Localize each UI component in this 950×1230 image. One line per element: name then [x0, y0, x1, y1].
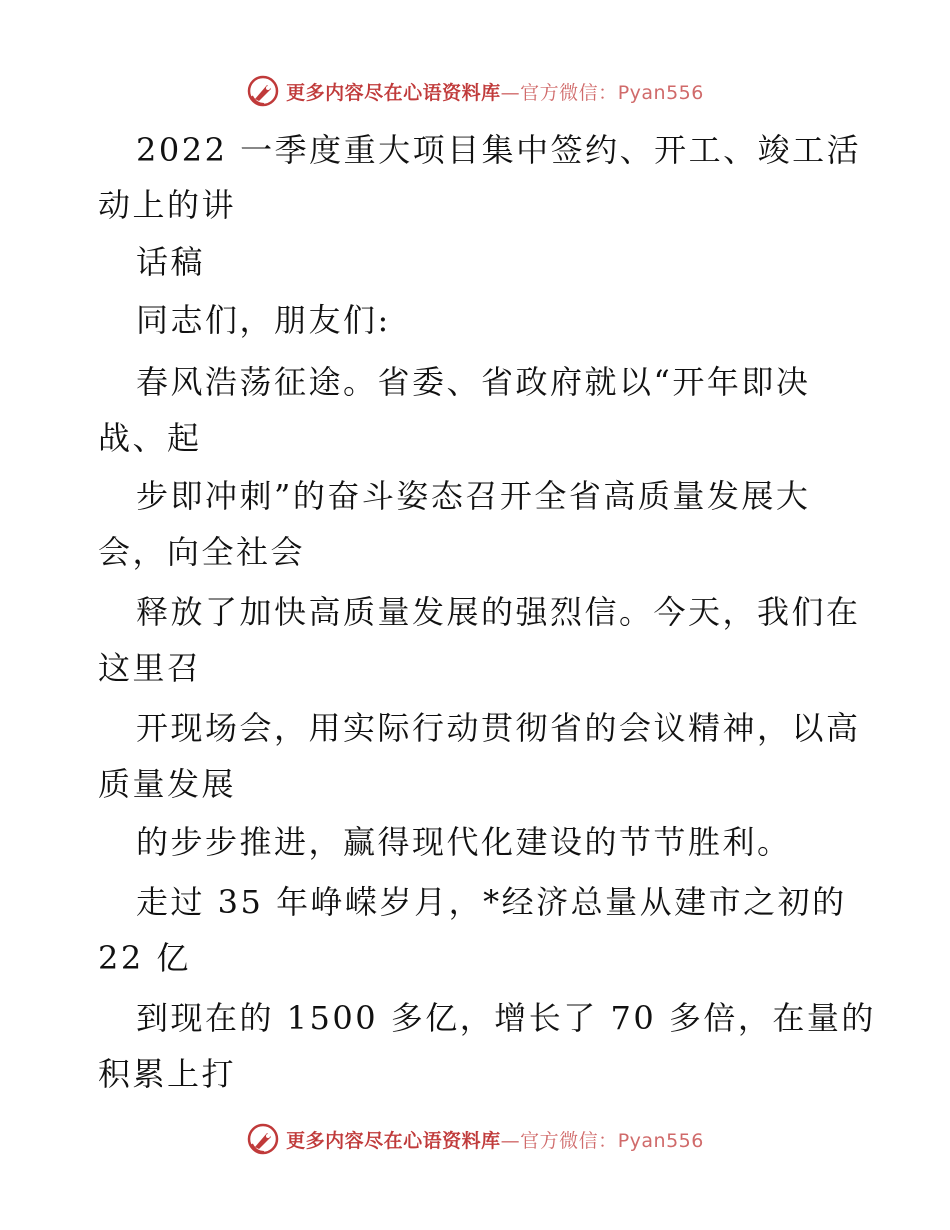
doc-salutation: 同志们，朋友们:: [136, 301, 391, 339]
pen-nib-logo-icon: [246, 74, 280, 108]
doc-paragraph-line: 步即冲刺”的奋斗姿态召开全省高质量发展大: [136, 477, 811, 515]
doc-title-line-3: 话稿: [136, 243, 206, 281]
header-banner-wechat-label: 官方微信：: [520, 81, 618, 104]
doc-title-line-1: 2022 一季度重大项目集中签约、开工、竣工活: [136, 131, 862, 169]
doc-paragraph-line: 质量发展: [98, 765, 237, 803]
doc-paragraph-line: 释放了加快高质量发展的强烈信。今天，我们在: [136, 593, 861, 631]
doc-paragraph-line: 开现场会，用实际行动贯彻省的会议精神，以高: [136, 709, 861, 747]
header-banner-text: [286, 78, 704, 105]
doc-paragraph-line: 会，向全社会: [98, 533, 306, 571]
doc-paragraph-line: 这里召: [98, 649, 202, 687]
footer-banner-text: [286, 1126, 704, 1153]
doc-paragraph-line: 春风浩荡征途。省委、省政府就以“开年即决: [136, 363, 811, 401]
doc-paragraph-line: 的步步推进，赢得现代化建设的节节胜利。: [136, 823, 792, 861]
doc-title-line-2: 动上的讲: [98, 186, 237, 224]
header-banner-main: 更多内容尽在心语资料库: [286, 81, 501, 104]
doc-paragraph-line: 22 亿: [98, 939, 191, 977]
header-banner-wechat-id: Pyan556: [617, 81, 704, 104]
footer-banner-main: 更多内容尽在心语资料库: [286, 1129, 501, 1152]
footer-banner-wechat-id: Pyan556: [617, 1129, 704, 1152]
header-banner: [0, 71, 950, 111]
doc-paragraph-line: 走过 35 年峥嵘岁月，*经济总量从建市之初的: [136, 883, 847, 921]
doc-paragraph-line: 到现在的 1500 多亿，增长了 70 多倍，在量的: [136, 999, 876, 1037]
header-banner-separator: —: [500, 81, 521, 104]
doc-paragraph-line: 战、起: [98, 419, 202, 457]
footer-banner: [0, 1119, 950, 1159]
doc-paragraph-line: 积累上打: [98, 1055, 237, 1093]
pen-nib-logo-icon: [246, 1122, 280, 1156]
footer-banner-wechat-label: 官方微信：: [520, 1129, 618, 1152]
footer-banner-separator: —: [500, 1129, 521, 1152]
